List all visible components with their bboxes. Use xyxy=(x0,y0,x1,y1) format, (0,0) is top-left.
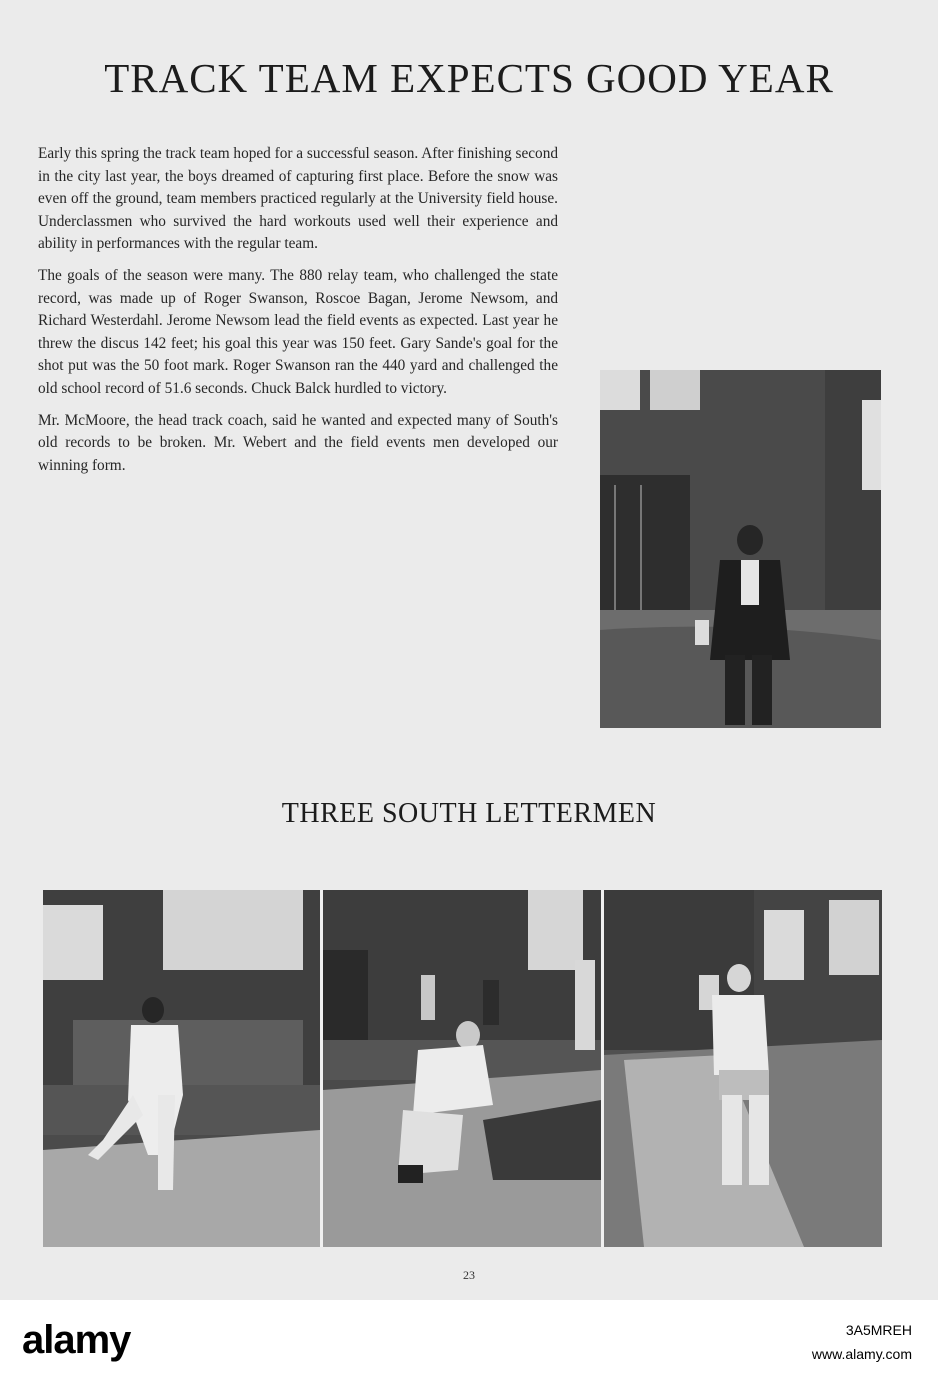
article-paragraph: Mr. McMoore, the head track coach, said he wanted and expected many of South's old records to be broken. Mr. Webert and the field events men developed our winning form. xyxy=(38,411,558,474)
watermark-footer xyxy=(0,1300,938,1390)
letterman-photo-running xyxy=(43,890,320,1247)
letterman-photo-jogging xyxy=(604,890,882,1247)
watermark-brand: alamy xyxy=(22,1318,131,1362)
page-number: 23 xyxy=(463,1268,475,1282)
article-paragraph: Early this spring the track team hoped for a successful season. After finishing second in the city last year, the boys dreamed of capturing first place. Before the snow was even off the ground, team members practiced regularly at the University field house. Underclassmen who survived the hard workouts used well their experience and ability in performances with the regular team. xyxy=(38,145,558,253)
letterman-photo-starting-stance xyxy=(323,890,601,1247)
article-body xyxy=(38,143,558,486)
watermark-url: www.alamy.com xyxy=(811,1346,912,1362)
coach-photo xyxy=(600,370,881,728)
article-headline: TRACK TEAM EXPECTS GOOD YEAR xyxy=(104,55,834,101)
lettermen-photo-strip xyxy=(43,890,882,1247)
section-subheading: THREE SOUTH LETTERMEN xyxy=(281,798,657,829)
watermark-image-id: 3A5MREH xyxy=(845,1322,912,1338)
article-paragraph: The goals of the season were many. The 880 relay team, who challenged the state record, was made up of Roger Swanson, Roscoe Bagan, Jerome Newsom, and Richard Westerdahl. Jerome Newsom lead the field events as expected. Last year he threw the discus 142 feet; his goal this year was 150 feet. Gary Sande's goal for the shot put was the 50 foot mark. Roger Swanson ran the 440 yard and challenged the old school record of 51.6 seconds. Chuck Balck hurdled to victory. xyxy=(38,266,558,397)
